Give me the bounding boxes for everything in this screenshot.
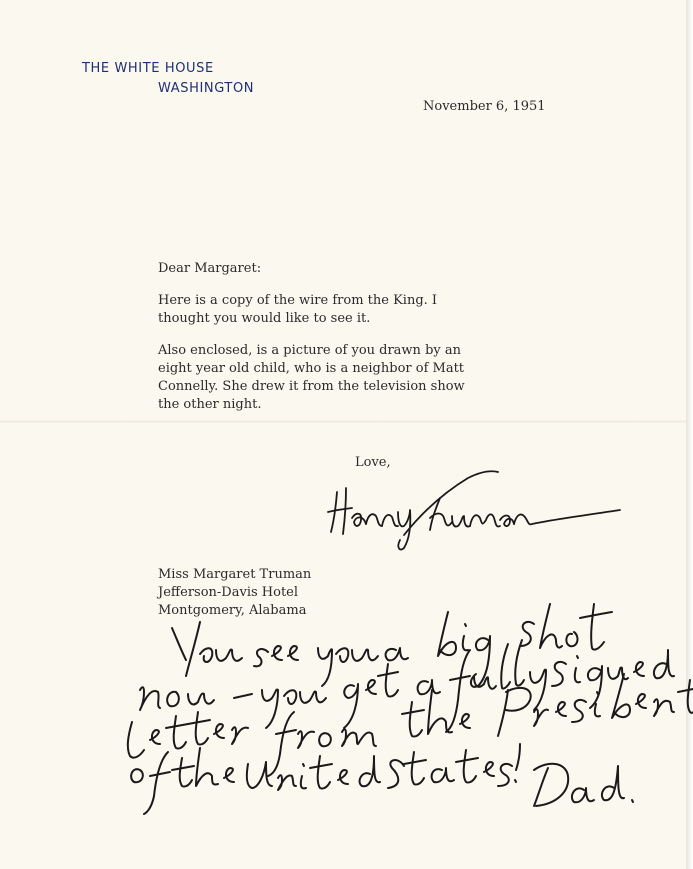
letter-date: November 6, 1951 xyxy=(423,99,546,114)
closing: Love, xyxy=(355,455,391,470)
address-line: Jefferson-Davis Hotel xyxy=(158,585,299,600)
paragraph-2-line: the other night. xyxy=(158,397,262,412)
letterhead-line-2: WASHINGTON xyxy=(158,81,255,96)
paragraph-2-line: eight year old child, who is a neighbor of Matt xyxy=(158,361,465,376)
paragraph-2-line: Also enclosed, is a picture of you drawn by an xyxy=(158,343,461,358)
salutation: Dear Margaret: xyxy=(158,261,262,276)
paragraph-2-line: Connelly. She drew it from the television show xyxy=(158,379,465,394)
paragraph-1-line: thought you would like to see it. xyxy=(158,311,371,326)
address-line: Miss Margaret Truman xyxy=(158,567,312,582)
paragraph-1-line: Here is a copy of the wire from the King. I xyxy=(158,293,438,308)
address-line: Montgomery, Alabama xyxy=(158,603,307,618)
letterhead-line-1: THE WHITE HOUSE xyxy=(82,61,214,76)
